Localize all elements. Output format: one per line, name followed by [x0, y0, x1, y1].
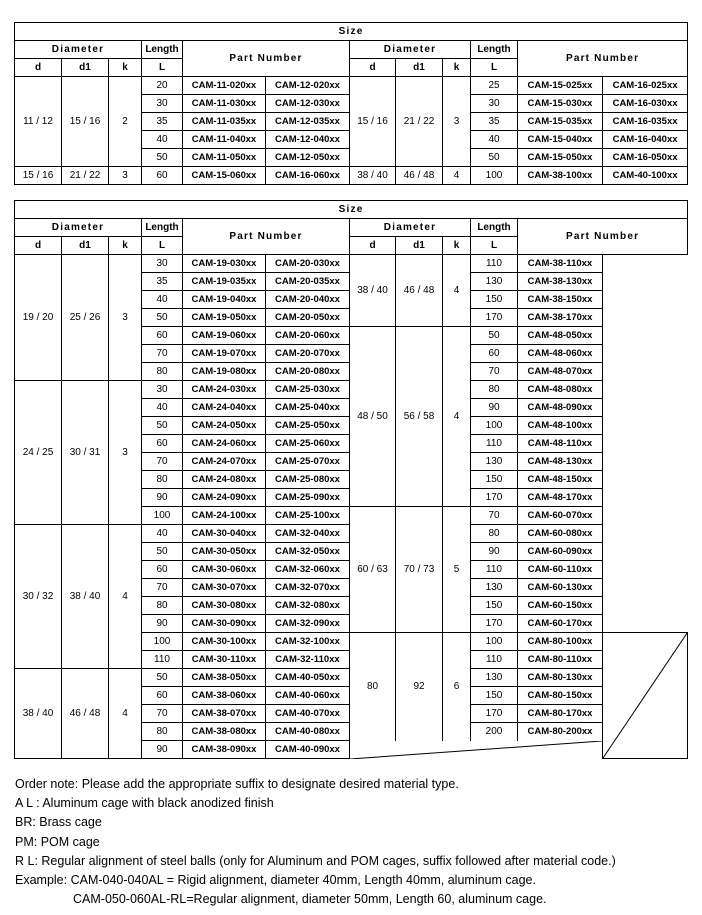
- part-number: CAM-15-025xx: [518, 77, 603, 95]
- diameter-d: 15 / 16: [15, 167, 62, 185]
- length-value: 40: [471, 131, 518, 149]
- part-number: CAM-38-070xx: [183, 705, 266, 723]
- k-value: 3: [443, 77, 471, 167]
- size-table-2: [14, 200, 688, 759]
- length-value: 80: [471, 525, 518, 543]
- part-number: CAM-16-060xx: [266, 167, 350, 185]
- length-value: 40: [142, 291, 183, 309]
- length-value: 90: [142, 489, 183, 507]
- part-number: CAM-38-100xx: [518, 167, 603, 185]
- diameter-header: Diameter: [15, 41, 142, 59]
- length-value: 30: [142, 255, 183, 273]
- part-number: CAM-32-100xx: [266, 633, 350, 651]
- part-number: CAM-25-080xx: [266, 471, 350, 489]
- length-value: 70: [142, 345, 183, 363]
- part-number: CAM-24-100xx: [183, 507, 266, 525]
- column-header-d: d: [15, 59, 62, 77]
- part-number: CAM-16-050xx: [603, 149, 688, 167]
- diameter-d: 24 / 25: [15, 381, 62, 525]
- part-number: CAM-12-020xx: [266, 77, 350, 95]
- length-value: 60: [142, 327, 183, 345]
- part-number: CAM-20-040xx: [266, 291, 350, 309]
- diameter-d1: 38 / 40: [62, 525, 109, 669]
- empty-diagonal-cell: [603, 633, 688, 759]
- k-value: 5: [443, 507, 471, 633]
- length-value: 20: [142, 77, 183, 95]
- table-row: [15, 201, 688, 219]
- part-number: CAM-16-035xx: [603, 113, 688, 131]
- part-number: CAM-60-170xx: [518, 615, 603, 633]
- k-value: 4: [109, 669, 142, 759]
- size-header: Size: [15, 23, 688, 41]
- k-value: 4: [443, 327, 471, 507]
- note-example-1: Example: CAM-040-040AL = Rigid alignment, diameter 40mm, Length 40mm, aluminum cage.: [15, 873, 536, 888]
- length-value: 130: [471, 669, 518, 687]
- part-number: CAM-19-070xx: [183, 345, 266, 363]
- part-number: CAM-20-070xx: [266, 345, 350, 363]
- length-value: 50: [142, 417, 183, 435]
- part-number-header: Part Number: [183, 219, 350, 255]
- diameter-d1: 92: [396, 633, 443, 741]
- length-value: 35: [142, 113, 183, 131]
- length-header: Length: [471, 41, 518, 59]
- part-number: CAM-48-110xx: [518, 435, 603, 453]
- column-header-d1: d1: [396, 237, 443, 255]
- part-number: CAM-38-060xx: [183, 687, 266, 705]
- diameter-d: 30 / 32: [15, 525, 62, 669]
- order-note: Order note: Please add the appropriate suffix to designate desired material type.: [15, 777, 459, 791]
- part-number: CAM-20-035xx: [266, 273, 350, 291]
- column-header-d1: d1: [62, 237, 109, 255]
- part-number: CAM-24-040xx: [183, 399, 266, 417]
- length-value: 150: [471, 687, 518, 705]
- part-number: CAM-32-090xx: [266, 615, 350, 633]
- part-number: CAM-15-030xx: [518, 95, 603, 113]
- part-number: CAM-80-150xx: [518, 687, 603, 705]
- part-number: CAM-38-050xx: [183, 669, 266, 687]
- diameter-d: 60 / 63: [350, 507, 396, 633]
- part-number: CAM-40-080xx: [266, 723, 350, 741]
- length-value: 35: [471, 113, 518, 131]
- k-value: 3: [109, 167, 142, 185]
- table-row: [15, 255, 688, 273]
- column-header-d1: d1: [396, 59, 443, 77]
- length-value: 110: [142, 651, 183, 669]
- length-value: 50: [142, 543, 183, 561]
- part-number: CAM-24-060xx: [183, 435, 266, 453]
- part-number: CAM-40-100xx: [603, 167, 688, 185]
- part-number: CAM-48-050xx: [518, 327, 603, 345]
- length-value: 50: [471, 327, 518, 345]
- length-value: 90: [471, 543, 518, 561]
- diameter-d1: 46 / 48: [62, 669, 109, 759]
- length-header: Length: [142, 41, 183, 59]
- part-number: CAM-40-060xx: [266, 687, 350, 705]
- part-number: CAM-24-090xx: [183, 489, 266, 507]
- part-number: CAM-48-130xx: [518, 453, 603, 471]
- part-number: CAM-19-060xx: [183, 327, 266, 345]
- part-number: CAM-30-090xx: [183, 615, 266, 633]
- part-number: CAM-24-070xx: [183, 453, 266, 471]
- diameter-d1: 25 / 26: [62, 255, 109, 381]
- part-number: CAM-19-040xx: [183, 291, 266, 309]
- length-value: 30: [142, 95, 183, 113]
- column-header-d: d: [350, 237, 396, 255]
- note-regular-alignment: R L: Regular alignment of steel balls (only for Aluminum and POM cages, suffix followed after material code.): [15, 853, 616, 868]
- diameter-d1: 30 / 31: [62, 381, 109, 525]
- column-header-l: L: [471, 237, 518, 255]
- note-brass: BR: Brass cage: [15, 815, 102, 830]
- part-number: CAM-48-070xx: [518, 363, 603, 381]
- part-number: CAM-15-040xx: [518, 131, 603, 149]
- length-value: 60: [142, 167, 183, 185]
- part-number: CAM-60-130xx: [518, 579, 603, 597]
- part-number: CAM-60-080xx: [518, 525, 603, 543]
- length-value: 150: [471, 291, 518, 309]
- part-number: CAM-12-030xx: [266, 95, 350, 113]
- table-row: [15, 41, 688, 59]
- part-number: CAM-48-100xx: [518, 417, 603, 435]
- length-value: 30: [471, 95, 518, 113]
- part-number: CAM-30-060xx: [183, 561, 266, 579]
- part-number: CAM-25-100xx: [266, 507, 350, 525]
- diameter-d1: 21 / 22: [62, 167, 109, 185]
- part-number: CAM-20-080xx: [266, 363, 350, 381]
- part-number: CAM-32-080xx: [266, 597, 350, 615]
- length-value: 100: [471, 167, 518, 185]
- column-header-d1: d1: [62, 59, 109, 77]
- length-value: 90: [142, 741, 183, 759]
- k-value: 2: [109, 77, 142, 167]
- part-number: CAM-15-035xx: [518, 113, 603, 131]
- length-value: 70: [142, 705, 183, 723]
- column-header-l: L: [471, 59, 518, 77]
- part-number: CAM-32-110xx: [266, 651, 350, 669]
- length-value: 110: [471, 255, 518, 273]
- k-value: 4: [443, 255, 471, 327]
- length-value: 80: [471, 381, 518, 399]
- size-table-1: [14, 22, 688, 185]
- length-value: 60: [142, 687, 183, 705]
- part-number: CAM-60-110xx: [518, 561, 603, 579]
- note-aluminum: A L : Aluminum cage with black anodized finish: [15, 796, 274, 811]
- part-number: CAM-38-150xx: [518, 291, 603, 309]
- k-value: 3: [109, 255, 142, 381]
- diameter-d: 38 / 40: [350, 255, 396, 327]
- part-number: CAM-40-050xx: [266, 669, 350, 687]
- diameter-d: 19 / 20: [15, 255, 62, 381]
- length-value: 150: [471, 471, 518, 489]
- part-number: CAM-24-080xx: [183, 471, 266, 489]
- length-value: 70: [142, 579, 183, 597]
- diameter-d1: 56 / 58: [396, 327, 443, 507]
- part-number: CAM-20-060xx: [266, 327, 350, 345]
- part-number-header: Part Number: [518, 41, 688, 77]
- part-number: CAM-30-110xx: [183, 651, 266, 669]
- part-number: CAM-30-050xx: [183, 543, 266, 561]
- part-number: CAM-19-050xx: [183, 309, 266, 327]
- part-number: CAM-16-030xx: [603, 95, 688, 113]
- length-value: 25: [471, 77, 518, 95]
- part-number: CAM-24-050xx: [183, 417, 266, 435]
- k-value: 6: [443, 633, 471, 741]
- column-header-k: k: [109, 59, 142, 77]
- part-number: CAM-25-030xx: [266, 381, 350, 399]
- part-number: CAM-25-050xx: [266, 417, 350, 435]
- part-number: CAM-30-100xx: [183, 633, 266, 651]
- length-value: 40: [142, 525, 183, 543]
- part-number: CAM-80-130xx: [518, 669, 603, 687]
- diameter-d1: 15 / 16: [62, 77, 109, 167]
- part-number: CAM-20-030xx: [266, 255, 350, 273]
- length-value: 90: [471, 399, 518, 417]
- part-number: CAM-48-060xx: [518, 345, 603, 363]
- part-number: CAM-16-025xx: [603, 77, 688, 95]
- part-number: CAM-38-110xx: [518, 255, 603, 273]
- length-value: 150: [471, 597, 518, 615]
- part-number: CAM-12-040xx: [266, 131, 350, 149]
- part-number: CAM-24-030xx: [183, 381, 266, 399]
- length-value: 40: [142, 399, 183, 417]
- diameter-d: 15 / 16: [350, 77, 396, 167]
- table-row: [15, 23, 688, 41]
- part-number: CAM-30-070xx: [183, 579, 266, 597]
- diameter-header: Diameter: [15, 219, 142, 237]
- table-row: [15, 77, 688, 95]
- length-value: 80: [142, 723, 183, 741]
- part-number: CAM-15-060xx: [183, 167, 266, 185]
- length-value: 50: [142, 669, 183, 687]
- length-value: 170: [471, 705, 518, 723]
- part-number: CAM-38-130xx: [518, 273, 603, 291]
- part-number: CAM-80-100xx: [518, 633, 603, 651]
- part-number: CAM-25-040xx: [266, 399, 350, 417]
- part-number: CAM-11-020xx: [183, 77, 266, 95]
- length-value: 80: [142, 471, 183, 489]
- length-value: 100: [471, 417, 518, 435]
- diameter-header: Diameter: [350, 219, 471, 237]
- length-value: 40: [142, 131, 183, 149]
- part-number: CAM-25-070xx: [266, 453, 350, 471]
- part-number: CAM-80-110xx: [518, 651, 603, 669]
- part-number: CAM-20-050xx: [266, 309, 350, 327]
- part-number: CAM-60-070xx: [518, 507, 603, 525]
- order-notes: [15, 775, 616, 909]
- length-value: 70: [471, 363, 518, 381]
- column-header-k: k: [443, 59, 471, 77]
- length-value: 130: [471, 453, 518, 471]
- diameter-d: 38 / 40: [15, 669, 62, 759]
- length-value: 170: [471, 615, 518, 633]
- table-row: [15, 219, 688, 237]
- part-number: CAM-38-090xx: [183, 741, 266, 759]
- diagonal-line: [603, 633, 687, 758]
- diameter-d: 48 / 50: [350, 327, 396, 507]
- part-number: CAM-38-080xx: [183, 723, 266, 741]
- length-value: 100: [142, 633, 183, 651]
- diameter-d1: 46 / 48: [396, 167, 443, 185]
- part-number: CAM-80-200xx: [518, 723, 603, 741]
- k-value: 3: [109, 381, 142, 525]
- diameter-d1: 70 / 73: [396, 507, 443, 633]
- length-value: 60: [142, 561, 183, 579]
- part-number: CAM-11-040xx: [183, 131, 266, 149]
- part-number: CAM-19-035xx: [183, 273, 266, 291]
- length-value: 80: [142, 363, 183, 381]
- diameter-d: 11 / 12: [15, 77, 62, 167]
- part-number: CAM-32-050xx: [266, 543, 350, 561]
- size-header: Size: [15, 201, 688, 219]
- length-value: 200: [471, 723, 518, 741]
- part-number: CAM-48-170xx: [518, 489, 603, 507]
- part-number: CAM-19-080xx: [183, 363, 266, 381]
- part-number: CAM-60-150xx: [518, 597, 603, 615]
- length-value: 35: [142, 273, 183, 291]
- note-example-2: CAM-050-060AL-RL=Regular alignment, diameter 50mm, Length 60, aluminum cage.: [73, 892, 547, 907]
- column-header-l: L: [142, 59, 183, 77]
- part-number: CAM-60-090xx: [518, 543, 603, 561]
- diameter-d: 38 / 40: [350, 167, 396, 185]
- diagonal-line: [350, 741, 602, 759]
- part-number: CAM-32-060xx: [266, 561, 350, 579]
- part-number: CAM-12-050xx: [266, 149, 350, 167]
- part-number: CAM-12-035xx: [266, 113, 350, 131]
- length-value: 60: [142, 435, 183, 453]
- part-number: CAM-15-050xx: [518, 149, 603, 167]
- note-pom: PM: POM cage: [15, 834, 100, 849]
- part-number: CAM-40-090xx: [266, 741, 350, 759]
- part-number: CAM-25-090xx: [266, 489, 350, 507]
- table-row: [15, 167, 688, 185]
- column-header-l: L: [142, 237, 183, 255]
- diameter-header: Diameter: [350, 41, 471, 59]
- part-number: CAM-32-040xx: [266, 525, 350, 543]
- length-value: 70: [471, 507, 518, 525]
- length-header: Length: [471, 219, 518, 237]
- part-number: CAM-38-170xx: [518, 309, 603, 327]
- length-value: 30: [142, 381, 183, 399]
- length-value: 110: [471, 651, 518, 669]
- length-value: 60: [471, 345, 518, 363]
- length-value: 50: [142, 149, 183, 167]
- part-number: CAM-80-170xx: [518, 705, 603, 723]
- diameter-d1: 46 / 48: [396, 255, 443, 327]
- length-value: 110: [471, 561, 518, 579]
- diameter-d1: 21 / 22: [396, 77, 443, 167]
- part-number: CAM-19-030xx: [183, 255, 266, 273]
- column-header-k: k: [443, 237, 471, 255]
- length-value: 50: [471, 149, 518, 167]
- length-value: 80: [142, 597, 183, 615]
- length-value: 70: [142, 453, 183, 471]
- column-header-d: d: [350, 59, 396, 77]
- part-number: CAM-11-035xx: [183, 113, 266, 131]
- length-value: 130: [471, 579, 518, 597]
- column-header-d: d: [15, 237, 62, 255]
- part-number: CAM-25-060xx: [266, 435, 350, 453]
- part-number: CAM-30-040xx: [183, 525, 266, 543]
- part-number: CAM-48-150xx: [518, 471, 603, 489]
- column-header-k: k: [109, 237, 142, 255]
- part-number: CAM-11-030xx: [183, 95, 266, 113]
- empty-diagonal-cell: [350, 741, 603, 759]
- length-value: 110: [471, 435, 518, 453]
- length-value: 100: [471, 633, 518, 651]
- k-value: 4: [443, 167, 471, 185]
- part-number: CAM-48-090xx: [518, 399, 603, 417]
- part-number: CAM-11-050xx: [183, 149, 266, 167]
- length-value: 130: [471, 273, 518, 291]
- part-number: CAM-30-080xx: [183, 597, 266, 615]
- part-number: CAM-48-080xx: [518, 381, 603, 399]
- part-number-header: Part Number: [518, 219, 688, 255]
- part-number: CAM-32-070xx: [266, 579, 350, 597]
- length-value: 170: [471, 309, 518, 327]
- length-value: 50: [142, 309, 183, 327]
- part-number: CAM-40-070xx: [266, 705, 350, 723]
- part-number-header: Part Number: [183, 41, 350, 77]
- k-value: 4: [109, 525, 142, 669]
- length-value: 100: [142, 507, 183, 525]
- diameter-d: 80: [350, 633, 396, 741]
- length-value: 90: [142, 615, 183, 633]
- length-value: 170: [471, 489, 518, 507]
- length-header: Length: [142, 219, 183, 237]
- part-number: CAM-16-040xx: [603, 131, 688, 149]
